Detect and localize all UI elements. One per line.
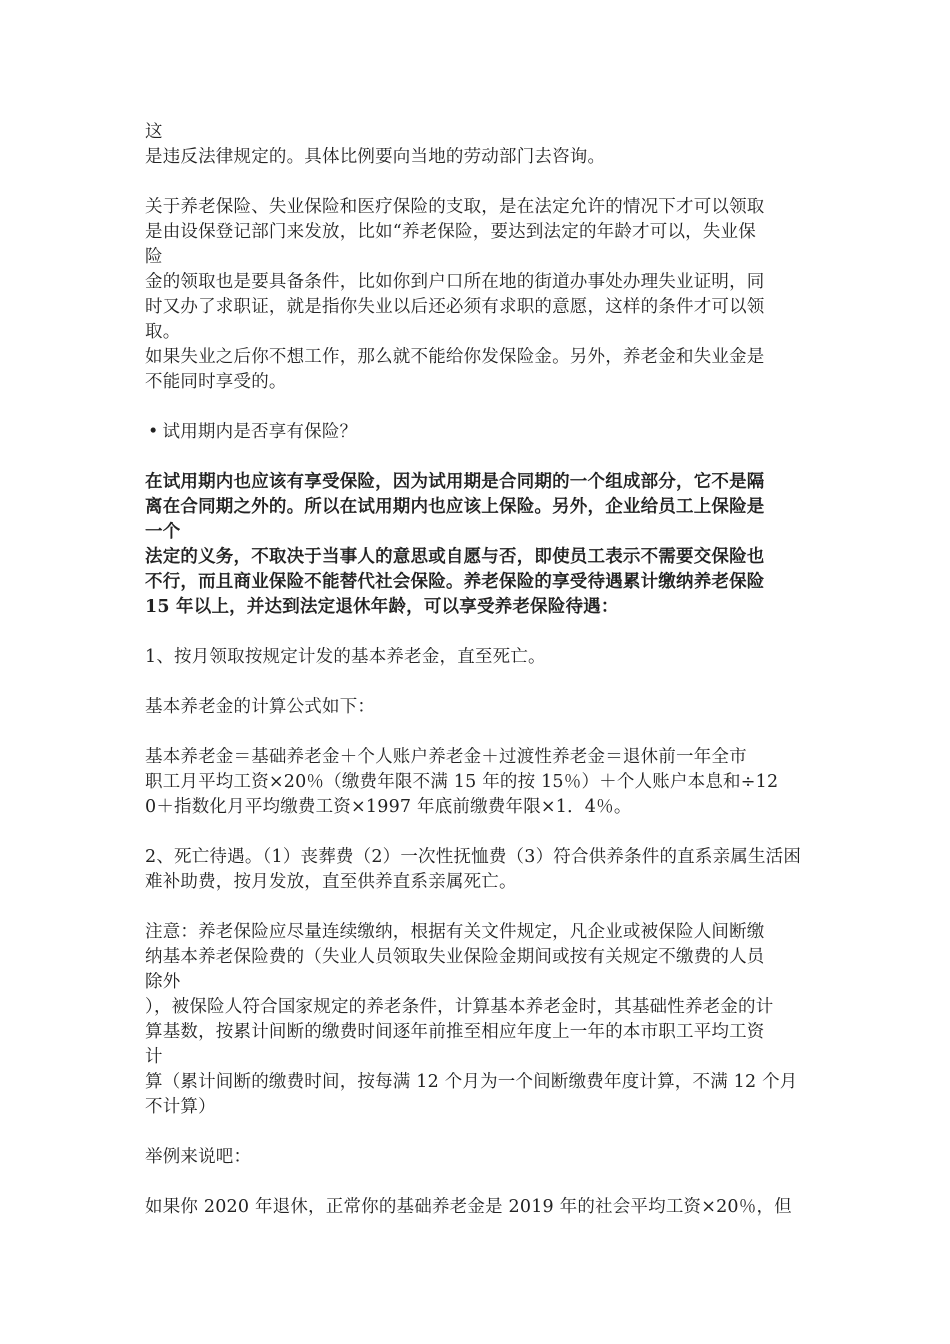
- text-line: 一个: [145, 522, 181, 542]
- paragraph-example: 如果你 2020 年退休，正常你的基础养老金是 2019 年的社会平均工资×20％，但: [145, 1197, 792, 1217]
- text-line: 算基数，按累计间断的缴费时间逐年前推至相应年度上一年的本市职工平均工资: [145, 1022, 765, 1042]
- text-line: 2、死亡待遇。（1）丧葬费（2）一次性抚恤费（3）符合供养条件的直系亲属生活困: [145, 847, 802, 867]
- text-line: 不计算）: [145, 1097, 216, 1117]
- text-line: 基本养老金＝基础养老金＋个人账户养老金＋过渡性养老金＝退休前一年全市: [145, 747, 747, 767]
- text-line: 除外: [145, 972, 181, 992]
- text-line: 取。: [145, 322, 181, 342]
- text-line: 是违反法律规定的。具体比例要向当地的劳动部门去咨询。: [145, 147, 606, 167]
- text-line: 纳基本养老保险费的（失业人员领取失业保险金期间或按有关规定不缴费的人员: [145, 947, 765, 967]
- formula-intro: 基本养老金的计算公式如下：: [145, 697, 376, 717]
- paragraph-legal-ratio: [145, 120, 810, 170]
- text-line: 如果失业之后你不想工作，那么就不能给你发保险金。另外，养老金和失业金是: [145, 347, 765, 367]
- paragraph-note: [145, 920, 810, 1120]
- bullet-icon: •: [148, 422, 159, 442]
- text-line: 注意：养老保险应尽量连续缴纳，根据有关文件规定，凡企业或被保险人间断缴: [145, 922, 765, 942]
- text-line: 时又办了求职证，就是指你失业以后还必须有求职的意愿，这样的条件才可以领: [145, 297, 765, 317]
- example-intro: 举例来说吧：: [145, 1147, 252, 1167]
- bullet-text: 试用期内是否享有保险？: [162, 422, 358, 442]
- paragraph-formula: [145, 745, 810, 820]
- text-line: ），被保险人符合国家规定的养老条件，计算基本养老金时，其基础性养老金的计: [145, 997, 774, 1017]
- text-line: 关于养老保险、失业保险和医疗保险的支取，是在法定允许的情况下才可以领取: [145, 197, 765, 217]
- text-line: 不行，而且商业保险不能替代社会保险。养老保险的享受待遇累计缴纳养老保险: [145, 572, 765, 592]
- text-line: 难补助费，按月发放，直至供养直系亲属死亡。: [145, 872, 517, 892]
- text-line: 是由设保登记部门来发放，比如“养老保险，要达到法定的年龄才可以，失业保: [145, 222, 756, 242]
- list-item-monthly-pension: 1、按月领取按规定计发的基本养老金，直至死亡。: [145, 647, 546, 667]
- text-line: 职工月平均工资×20％（缴费年限不满 15 年的按 15％）＋个人账户本息和÷12: [145, 772, 779, 792]
- document-page: [145, 120, 810, 1220]
- text-line: 法定的义务，不取决于当事人的意思或自愿与否，即使员工表示不需要交保险也: [145, 547, 765, 567]
- text-line: 这: [145, 122, 163, 142]
- text-line: 在试用期内也应该有享受保险，因为试用期是合同期的一个组成部分，它不是隔: [145, 472, 765, 492]
- text-line: 算（累计间断的缴费时间，按每满 12 个月为一个间断缴费年度计算，不满 12 个月: [145, 1072, 798, 1092]
- bullet-question: [145, 420, 810, 445]
- text-line: 险: [145, 247, 163, 267]
- paragraph-insurance-withdrawal: [145, 195, 810, 395]
- text-line: 不能同时享受的。: [145, 372, 287, 392]
- text-line: 15 年以上，并达到法定退休年龄，可以享受养老保险待遇：: [145, 597, 619, 617]
- paragraph-probation-insurance: [145, 470, 810, 620]
- list-item-death-benefits: [145, 845, 810, 895]
- text-line: 金的领取也是要具备条件，比如你到户口所在地的街道办事处办理失业证明，同: [145, 272, 765, 292]
- text-line: 计: [145, 1047, 163, 1067]
- text-line: 离在合同期之外的。所以在试用期内也应该上保险。另外，企业给员工上保险是: [145, 497, 765, 517]
- text-line: 0＋指数化月平均缴费工资×1997 年底前缴费年限×1．4％。: [145, 797, 632, 817]
